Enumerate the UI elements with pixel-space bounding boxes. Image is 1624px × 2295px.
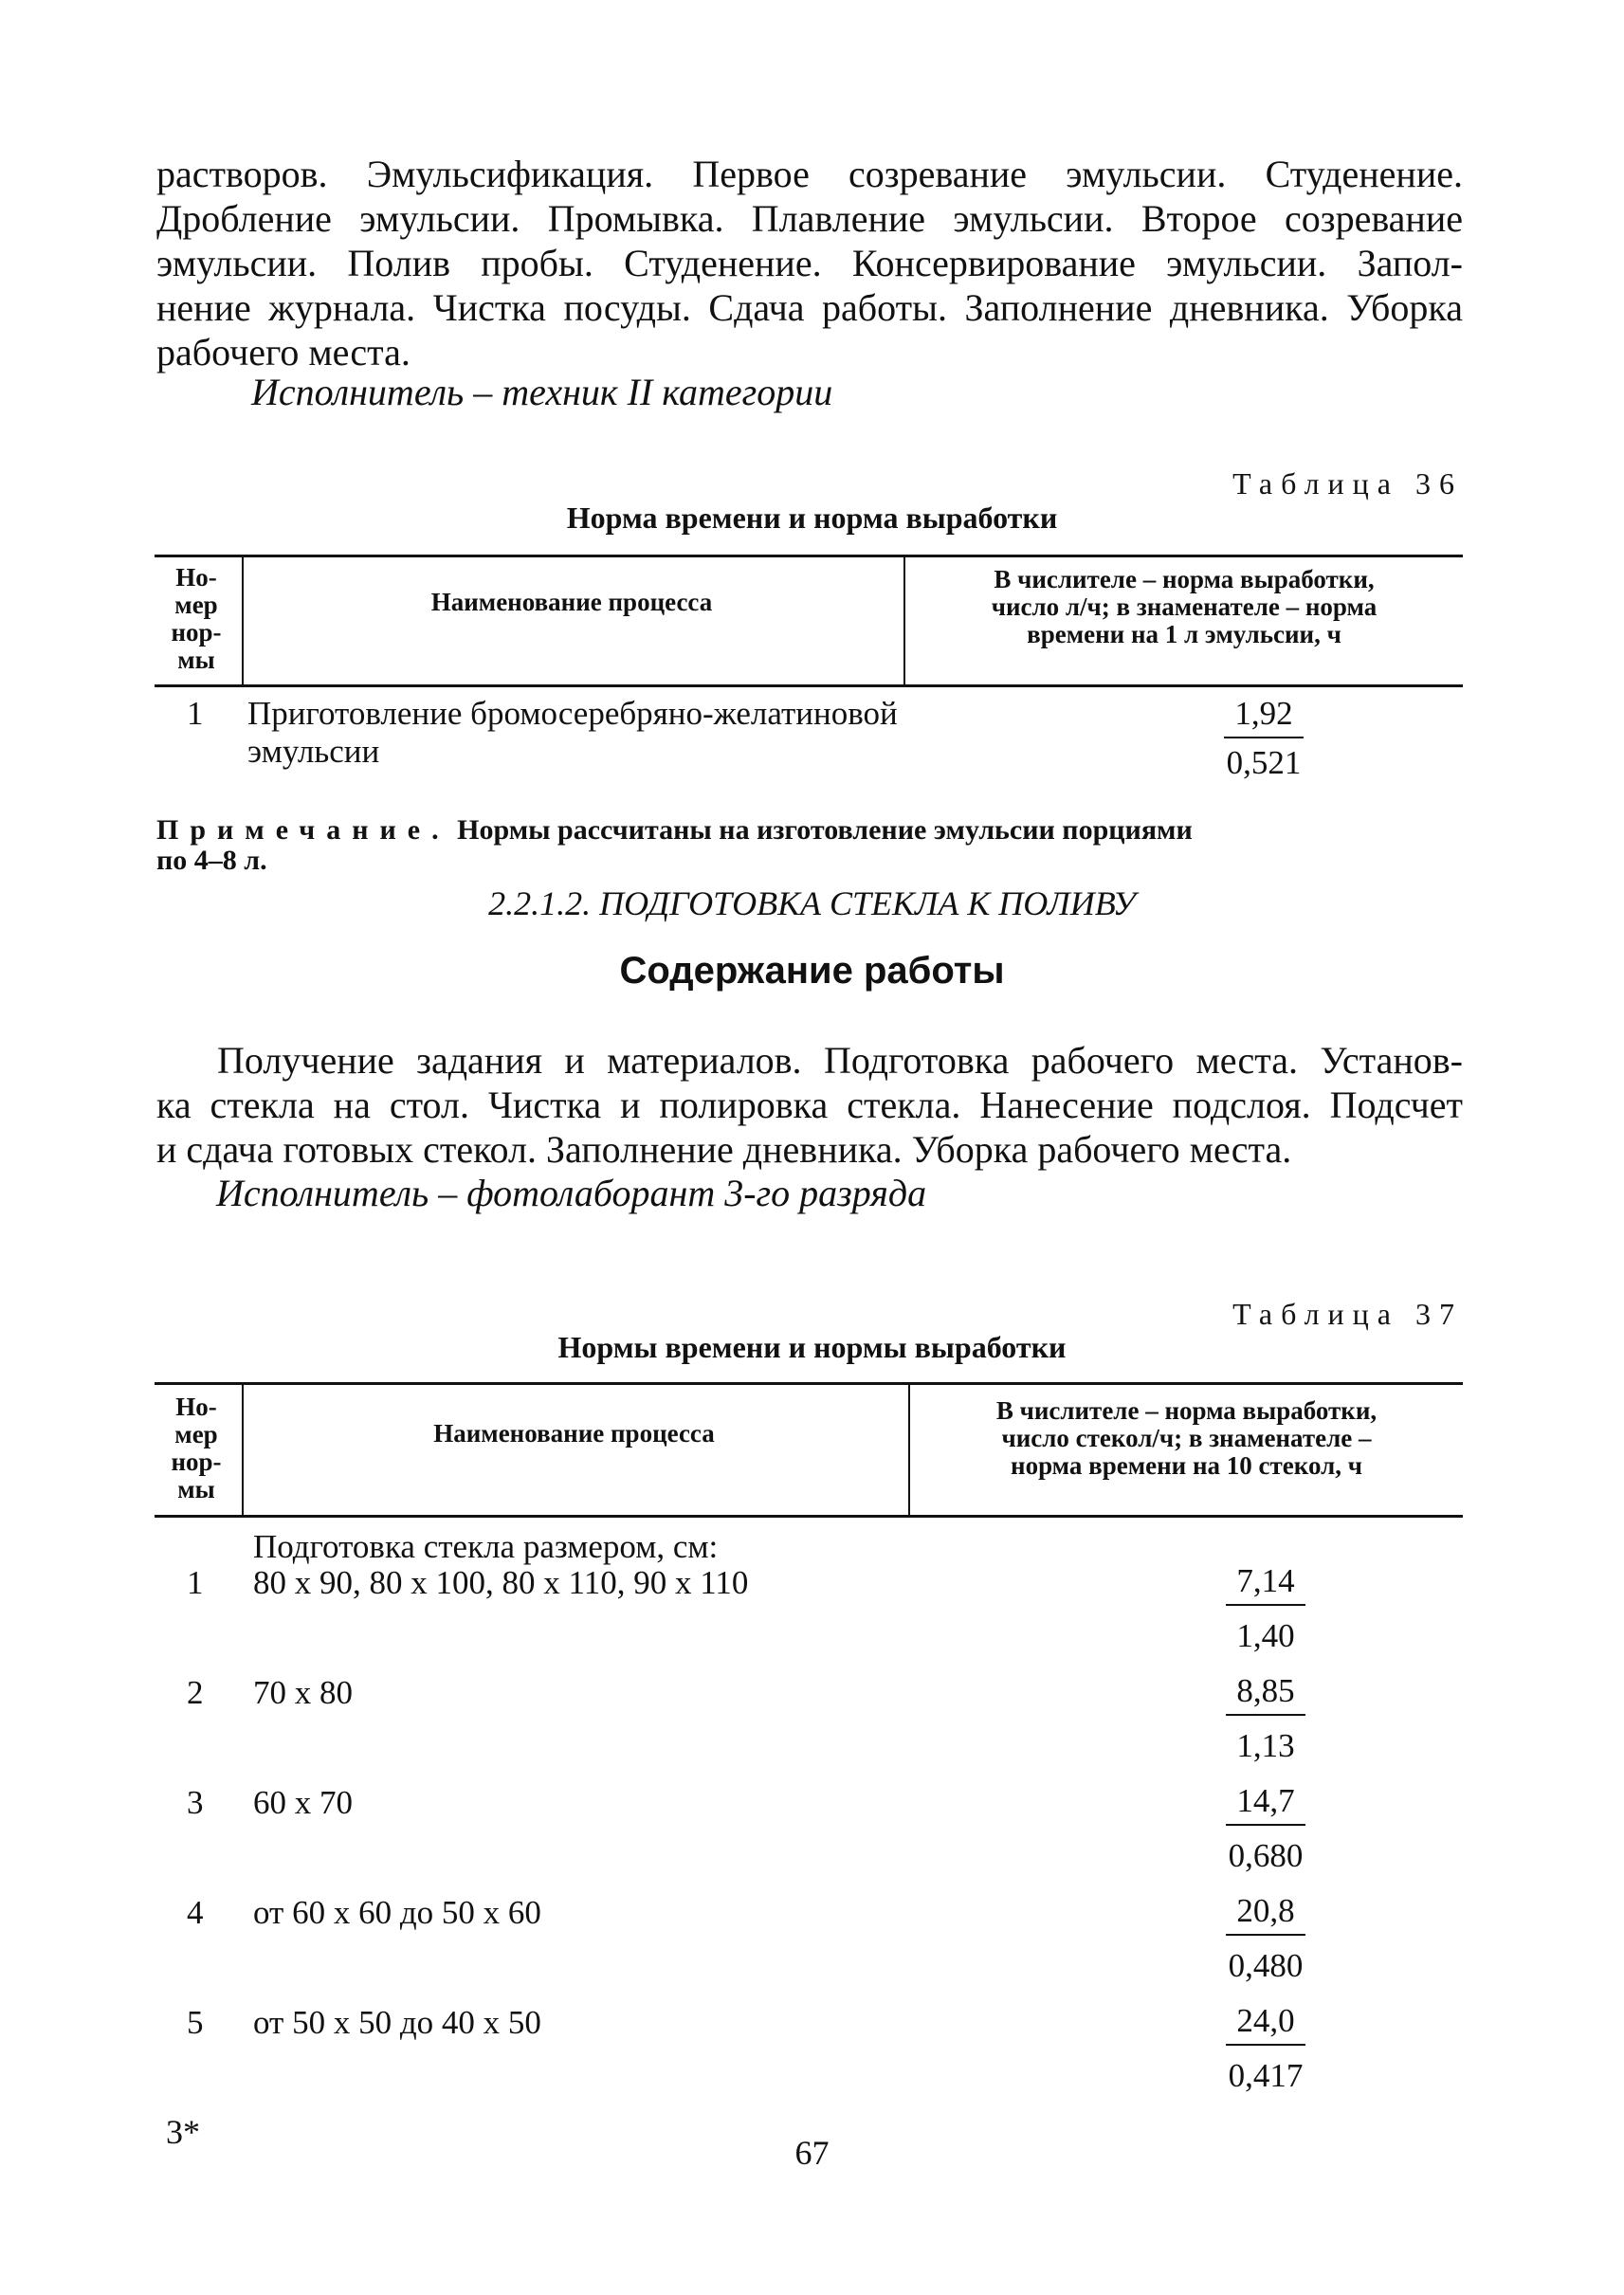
executor-line: Исполнитель – техник II категории bbox=[251, 371, 833, 413]
row-value bbox=[1197, 693, 1330, 784]
row-value bbox=[1199, 2000, 1332, 2097]
numerator: 1,92 bbox=[1234, 695, 1293, 732]
row-number: 3 bbox=[187, 1784, 204, 1821]
row-process: от 60 x 60 до 50 x 60 bbox=[253, 1894, 541, 1931]
intro-paragraph bbox=[156, 152, 1463, 374]
paragraph-line: Дробление эмульсии. Промывка. Плавление эмульсии. Второе созревание bbox=[156, 197, 1463, 240]
fraction-bar bbox=[1226, 2044, 1305, 2046]
table-rule bbox=[242, 1382, 244, 1515]
paragraph-line: и сдача готовых стекол. Заполнение дневника. Уборка рабочего места. bbox=[156, 1128, 1292, 1171]
table-rule bbox=[155, 555, 1463, 557]
work-paragraph bbox=[156, 1038, 1463, 1172]
note-text: по 4–8 л. bbox=[156, 845, 267, 876]
section-title: 2.2.1.2. ПОДГОТОВКА СТЕКЛА К ПОЛИВУ bbox=[488, 884, 1136, 922]
header-process: Наименование процесса bbox=[430, 588, 713, 616]
paragraph-line: рабочего места. bbox=[156, 331, 411, 373]
note-text: Нормы рассчитаны на изготовление эмульсии порциями bbox=[457, 814, 1193, 846]
row-number: 4 bbox=[187, 1894, 204, 1931]
fraction-bar bbox=[1226, 1824, 1305, 1826]
fraction-bar bbox=[1224, 737, 1304, 738]
header-value: В числителе – норма выработки, число л/ч; в знаменателе – норма времени на 1 л эмульсии, ч bbox=[991, 565, 1378, 648]
paragraph-line: нение журнала. Чистка посуды. Сдача работы. Заполнение дневника. Уборка bbox=[156, 286, 1463, 329]
denominator: 1,13 bbox=[1236, 1727, 1295, 1764]
row-number: 2 bbox=[187, 1674, 204, 1711]
row-number: 1 bbox=[187, 695, 204, 732]
table-36-label: Таблица 36 bbox=[1232, 466, 1463, 501]
fraction-bar bbox=[1226, 1714, 1305, 1716]
fraction-bar bbox=[1226, 1604, 1305, 1606]
row-process: 60 x 70 bbox=[253, 1784, 353, 1821]
denominator: 1,40 bbox=[1236, 1617, 1295, 1654]
header-number: Но- мер нор- мы bbox=[171, 563, 222, 674]
table-37-label: Таблица 37 bbox=[1232, 1297, 1463, 1331]
table-37: Но- мер нор- мы Наименование процесса В числителе – норма выработки, число стекол/ч; в знаменателе – норма времени на 10 стекол, ч Подготовка стекла размером, см: 1 80 x 90, 80 x 100, 80 x 110, 90 x 110 7,14 1,40 2 70 x 80 8,85 1,13 3 60 x 70 14,7 0,680 4 от 60 x 60 до 50 x 60 20,8 0,480 5 от 50 x 50 до 40 x 50 24,0 0,417 bbox=[155, 1382, 1463, 2103]
table-rule bbox=[242, 555, 244, 684]
row-number: 5 bbox=[187, 2004, 204, 2041]
table-37-caption: Нормы времени и нормы выработки bbox=[557, 1330, 1067, 1364]
denominator: 0,680 bbox=[1228, 1837, 1304, 1874]
table-note bbox=[156, 815, 1463, 876]
denominator: 0,521 bbox=[1226, 744, 1302, 781]
denominator: 0,480 bbox=[1228, 1947, 1304, 1984]
numerator: 7,14 bbox=[1236, 1562, 1295, 1599]
denominator: 0,417 bbox=[1228, 2057, 1304, 2094]
header-value: В числителе – норма выработки, число стекол/ч; в знаменателе – норма времени на 10 стекол, ч bbox=[995, 1396, 1378, 1480]
paragraph-line: растворов. Эмульсификация. Первое созревание эмульсии. Студенение. bbox=[156, 153, 1463, 195]
numerator: 24,0 bbox=[1236, 2002, 1295, 2039]
table-36-caption: Норма времени и норма выработки bbox=[566, 501, 1058, 535]
row-process: от 50 x 50 до 40 x 50 bbox=[253, 2004, 541, 2041]
fraction-bar bbox=[1226, 1934, 1305, 1936]
numerator: 14,7 bbox=[1236, 1782, 1295, 1819]
row-value bbox=[1199, 1780, 1332, 1877]
table-rule bbox=[155, 1382, 1463, 1385]
paragraph-line: ка стекла на стол. Чистка и полировка стекла. Нанесение подслоя. Подсчет bbox=[156, 1084, 1463, 1126]
signature-mark: 3* bbox=[166, 2113, 200, 2151]
page-number: 67 bbox=[794, 2134, 830, 2172]
row-value bbox=[1199, 1890, 1332, 1987]
row-process: 70 x 80 bbox=[253, 1674, 353, 1711]
row-value bbox=[1199, 1560, 1332, 1657]
row-process: Приготовление бромосеребряно-желатиновой эмульсии bbox=[247, 695, 898, 770]
note-label: Примечание. bbox=[156, 814, 450, 846]
executor-line: Исполнитель – фотолаборант 3-го разряда bbox=[216, 1172, 927, 1214]
header-process: Наименование процесса bbox=[433, 1419, 715, 1448]
row-number: 1 bbox=[187, 1564, 204, 1601]
table-rule bbox=[155, 684, 1463, 687]
row-value bbox=[1199, 1670, 1332, 1767]
table-36 bbox=[155, 555, 1463, 801]
table-rule bbox=[155, 1515, 1463, 1518]
paragraph-line: эмульсии. Полив пробы. Студенение. Консервирование эмульсии. Запол- bbox=[156, 242, 1463, 284]
subsection-title: Содержание работы bbox=[619, 950, 1005, 992]
paragraph-line: Получение задания и материалов. Подготовка рабочего места. Установ- bbox=[217, 1039, 1463, 1082]
numerator: 8,85 bbox=[1236, 1672, 1295, 1709]
numerator: 20,8 bbox=[1236, 1892, 1295, 1929]
row-process: 80 x 90, 80 x 100, 80 x 110, 90 x 110 bbox=[253, 1564, 749, 1601]
header-number: Но- мер нор- мы bbox=[171, 1393, 222, 1503]
